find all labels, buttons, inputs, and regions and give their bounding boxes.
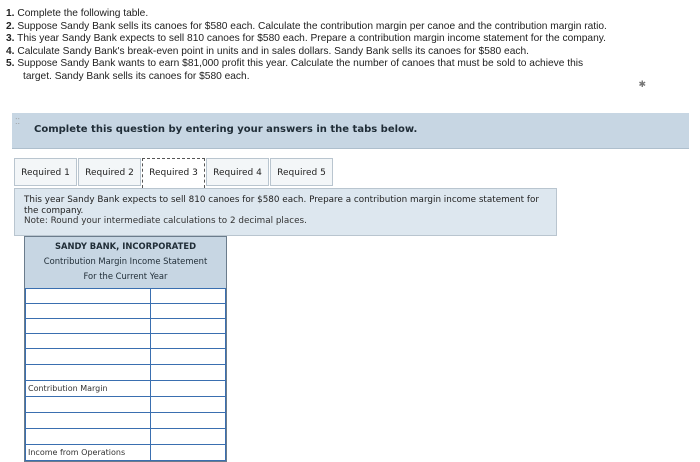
value-input[interactable] xyxy=(151,430,225,443)
label-input[interactable] xyxy=(28,366,150,379)
label-input[interactable] xyxy=(28,335,150,348)
dots-icon: ⁚⁚ xyxy=(15,117,21,126)
income-statement xyxy=(24,236,227,462)
label-input[interactable] xyxy=(28,305,150,318)
table-row xyxy=(26,381,226,397)
value-input[interactable] xyxy=(151,290,225,303)
tab-required-2[interactable]: Required 2 xyxy=(78,158,141,186)
label-input[interactable] xyxy=(28,430,150,443)
label-cell[interactable] xyxy=(26,334,151,349)
income-from-operations-label: Income from Operations xyxy=(26,445,151,461)
statement-header xyxy=(25,237,226,288)
required-marker-icon: ✱ xyxy=(638,79,646,89)
banner-text: Complete this question by entering your answers in the tabs below. xyxy=(34,124,418,135)
label-cell[interactable] xyxy=(26,365,151,381)
label-cell[interactable] xyxy=(26,413,151,429)
value-cell[interactable] xyxy=(151,397,226,413)
contribution-margin-label: Contribution Margin xyxy=(26,381,151,397)
statement-period: For the Current Year xyxy=(83,271,168,281)
instruction-5: 5. Suppose Sandy Bank wants to earn $81,000 profit this year. Calculate the number of canoes that must be sold to achieve this xyxy=(6,58,584,70)
instructions-banner xyxy=(12,113,689,149)
value-input[interactable] xyxy=(151,398,225,411)
label-cell[interactable] xyxy=(26,319,151,334)
label-cell[interactable] xyxy=(26,429,151,445)
tab-required-1[interactable]: Required 1 xyxy=(14,158,77,186)
value-cell[interactable] xyxy=(151,334,226,349)
income-from-operations-input[interactable] xyxy=(151,446,225,459)
value-cell[interactable] xyxy=(151,413,226,429)
table-row xyxy=(26,289,226,304)
label-input[interactable] xyxy=(28,398,150,411)
value-cell[interactable] xyxy=(151,319,226,334)
value-input[interactable] xyxy=(151,366,225,379)
income-from-operations-value[interactable] xyxy=(151,445,226,461)
value-cell[interactable] xyxy=(151,429,226,445)
label-cell[interactable] xyxy=(26,349,151,365)
value-input[interactable] xyxy=(151,305,225,318)
label-input[interactable] xyxy=(28,290,150,303)
instruction-3: 3. This year Sandy Bank expects to sell 810 canoes for $580 each. Prepare a contribution margin income statement for the company. xyxy=(6,33,606,45)
value-input[interactable] xyxy=(151,414,225,427)
statement-title: Contribution Margin Income Statement xyxy=(43,256,208,266)
table-row xyxy=(26,304,226,319)
statement-table xyxy=(25,288,226,461)
company-name: SANDY BANK, INCORPORATED xyxy=(54,241,197,251)
value-cell[interactable] xyxy=(151,365,226,381)
label-input[interactable] xyxy=(28,320,150,333)
value-cell[interactable] xyxy=(151,349,226,365)
value-input[interactable] xyxy=(151,350,225,363)
table-row xyxy=(26,397,226,413)
instruction-1: 1. Complete the following table. xyxy=(6,8,149,19)
label-cell[interactable] xyxy=(26,289,151,304)
table-row xyxy=(26,429,226,445)
label-cell[interactable] xyxy=(26,304,151,319)
table-row xyxy=(26,349,226,365)
label-cell[interactable] xyxy=(26,397,151,413)
label-input[interactable] xyxy=(28,414,150,427)
table-row xyxy=(26,445,226,461)
value-input[interactable] xyxy=(151,320,225,333)
label-input[interactable] xyxy=(28,350,150,363)
contribution-margin-input[interactable] xyxy=(151,382,225,395)
instruction-4: 4. Calculate Sandy Bank's break-even point in units and in sales dollars. Sandy Bank sells its canoes for $580 each. xyxy=(6,45,529,57)
value-input[interactable] xyxy=(151,335,225,348)
instructions xyxy=(6,8,690,84)
question-text: This year Sandy Bank expects to sell 810 canoes for $580 each. Prepare a contribution margin income statement for the company. xyxy=(24,195,540,216)
value-cell[interactable] xyxy=(151,289,226,304)
tab-required-4[interactable]: Required 4 xyxy=(206,158,269,186)
question-note: Note: Round your intermediate calculations to 2 decimal places. xyxy=(24,216,307,226)
table-row xyxy=(26,365,226,381)
contribution-margin-value[interactable] xyxy=(151,381,226,397)
instruction-5-continuation: target. Sandy Bank sells its canoes for $580 each. xyxy=(23,70,250,82)
table-row xyxy=(26,319,226,334)
tab-required-3[interactable]: Required 3 xyxy=(142,158,205,188)
table-row xyxy=(26,413,226,429)
tab-required-5[interactable]: Required 5 xyxy=(270,158,333,186)
question-panel xyxy=(14,188,557,236)
instruction-2: 2. Suppose Sandy Bank sells its canoes for $580 each. Calculate the contribution margin per canoe and the contribution margin ratio. xyxy=(6,20,607,32)
value-cell[interactable] xyxy=(151,304,226,319)
table-row xyxy=(26,334,226,349)
